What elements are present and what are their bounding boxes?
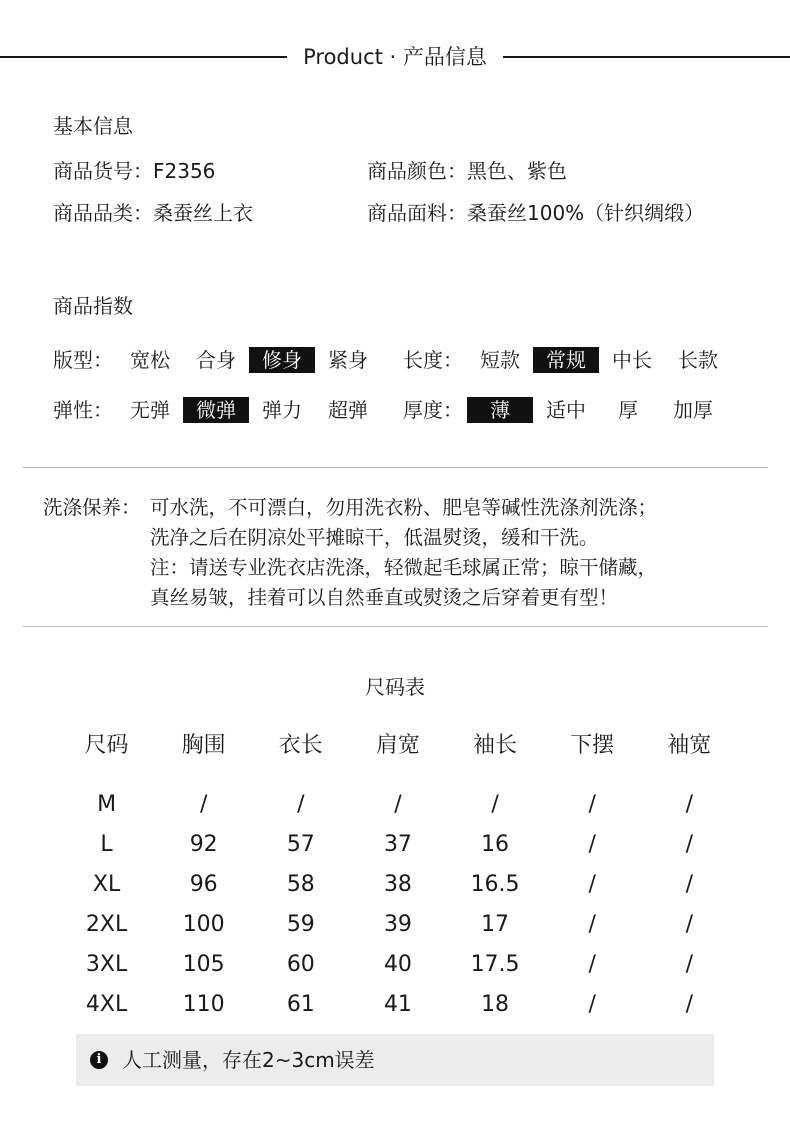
- table-cell: 105: [182, 952, 225, 977]
- table-cell: 37: [383, 832, 412, 857]
- size-table-header: 尺码: [84, 733, 129, 758]
- table-cell: 2XL: [85, 912, 128, 937]
- table-cell: 4XL: [85, 992, 128, 1017]
- care-line: 洗净之后在阴凉处平摊晾干，低温熨烫，缓和干洗。: [150, 526, 599, 549]
- size-table-header: 衣长: [278, 733, 323, 758]
- table-row: [58, 945, 738, 985]
- table-cell: 39: [383, 912, 412, 937]
- table-cell: 110: [182, 992, 225, 1017]
- elastic-option: 弹力: [262, 398, 302, 422]
- length-option: 长款: [678, 348, 718, 372]
- table-cell: XL: [92, 872, 121, 897]
- thickness-label: 厚度：: [403, 398, 463, 422]
- page-title: Product · 产品信息: [303, 45, 487, 69]
- table-cell: 59: [286, 912, 315, 937]
- size-table-header: 肩宽: [375, 733, 420, 758]
- table-cell: /: [588, 872, 596, 897]
- header-rule-left: [0, 56, 287, 58]
- table-cell: 16: [481, 832, 510, 857]
- table-cell: 92: [189, 832, 218, 857]
- fit-option: 修身: [249, 347, 315, 373]
- table-cell: 17: [481, 912, 510, 937]
- table-cell: 38: [383, 872, 412, 897]
- item-color: 商品颜色：黑色、紫色: [367, 159, 567, 183]
- care-line: 可水洗，不可漂白，勿用洗衣粉、肥皂等碱性洗涤剂洗涤；: [150, 496, 658, 519]
- table-cell: 40: [383, 952, 412, 977]
- care-line: 注：请送专业洗衣店洗涤，轻微起毛球属正常；晾干储藏，: [150, 556, 658, 579]
- table-cell: /: [588, 992, 596, 1017]
- table-cell: 61: [286, 992, 315, 1017]
- table-cell: /: [491, 792, 499, 817]
- table-cell: M: [97, 792, 117, 817]
- table-row: [58, 785, 738, 825]
- size-table: [58, 730, 738, 1025]
- table-cell: /: [685, 832, 694, 857]
- basic-info-title: 基本信息: [53, 114, 133, 138]
- table-cell: /: [394, 792, 402, 817]
- size-table-header: 胸围: [181, 733, 226, 758]
- table-cell: 60: [286, 952, 315, 977]
- page-header: [0, 42, 790, 72]
- fit-option: 合身: [196, 348, 236, 372]
- elastic-option: 微弹: [183, 397, 249, 423]
- length-option: 短款: [480, 348, 520, 372]
- table-row: [58, 985, 738, 1025]
- thickness-option: 加厚: [673, 398, 713, 422]
- table-cell: 3XL: [85, 952, 128, 977]
- table-cell: 16.5: [470, 872, 520, 897]
- item-fabric: 商品面料：桑蚕丝100%（针织绸缎）: [367, 201, 705, 225]
- elastic-option: 无弹: [130, 398, 170, 422]
- table-cell: /: [685, 872, 694, 897]
- table-cell: /: [685, 952, 694, 977]
- elastic-label: 弹性：: [53, 398, 113, 422]
- table-cell: /: [588, 912, 596, 937]
- item-number: 商品货号：F2356: [53, 159, 216, 183]
- fit-option: 宽松: [130, 348, 170, 372]
- header-rule-right: [503, 56, 790, 58]
- table-cell: /: [297, 792, 305, 817]
- info-icon: i: [90, 1051, 108, 1069]
- table-cell: 100: [182, 912, 225, 937]
- length-label: 长度：: [403, 348, 463, 372]
- table-cell: 58: [286, 872, 315, 897]
- section-divider: [23, 626, 768, 627]
- table-cell: /: [685, 792, 694, 817]
- table-cell: /: [588, 792, 596, 817]
- table-cell: /: [588, 952, 596, 977]
- table-cell: /: [685, 912, 694, 937]
- fit-option: 紧身: [328, 348, 368, 372]
- size-table-header-row: [58, 730, 738, 762]
- item-category: 商品品类：桑蚕丝上衣: [53, 201, 253, 225]
- thickness-option: 薄: [467, 397, 533, 423]
- section-divider: [23, 467, 768, 468]
- table-row: [58, 825, 738, 865]
- thickness-option: 适中: [546, 398, 586, 422]
- elastic-option: 超弹: [328, 398, 368, 422]
- table-cell: /: [685, 992, 694, 1017]
- length-option: 常规: [533, 347, 599, 373]
- table-cell: 18: [481, 992, 510, 1017]
- thickness-option: 厚: [618, 398, 638, 422]
- table-cell: L: [100, 832, 113, 857]
- size-table-title: 尺码表: [365, 675, 425, 699]
- size-table-header: 袖宽: [667, 733, 712, 758]
- care-line: 真丝易皱，挂着可以自然垂直或熨烫之后穿着更有型！: [150, 586, 619, 609]
- table-cell: 17.5: [470, 952, 520, 977]
- fit-label: 版型：: [53, 348, 113, 372]
- table-row: [58, 865, 738, 905]
- product-index-title: 商品指数: [53, 294, 133, 318]
- care-label: 洗涤保养：: [43, 496, 141, 519]
- size-table-header: 下摆: [570, 733, 615, 758]
- length-option: 中长: [612, 348, 652, 372]
- measurement-note: [76, 1034, 714, 1086]
- table-cell: 96: [189, 872, 218, 897]
- table-cell: /: [199, 792, 208, 817]
- table-cell: /: [588, 832, 596, 857]
- measurement-note-text: 人工测量，存在2~3cm误差: [122, 1048, 375, 1072]
- table-cell: 57: [286, 832, 315, 857]
- table-cell: 41: [383, 992, 412, 1017]
- table-row: [58, 905, 738, 945]
- size-table-header: 袖长: [473, 733, 518, 758]
